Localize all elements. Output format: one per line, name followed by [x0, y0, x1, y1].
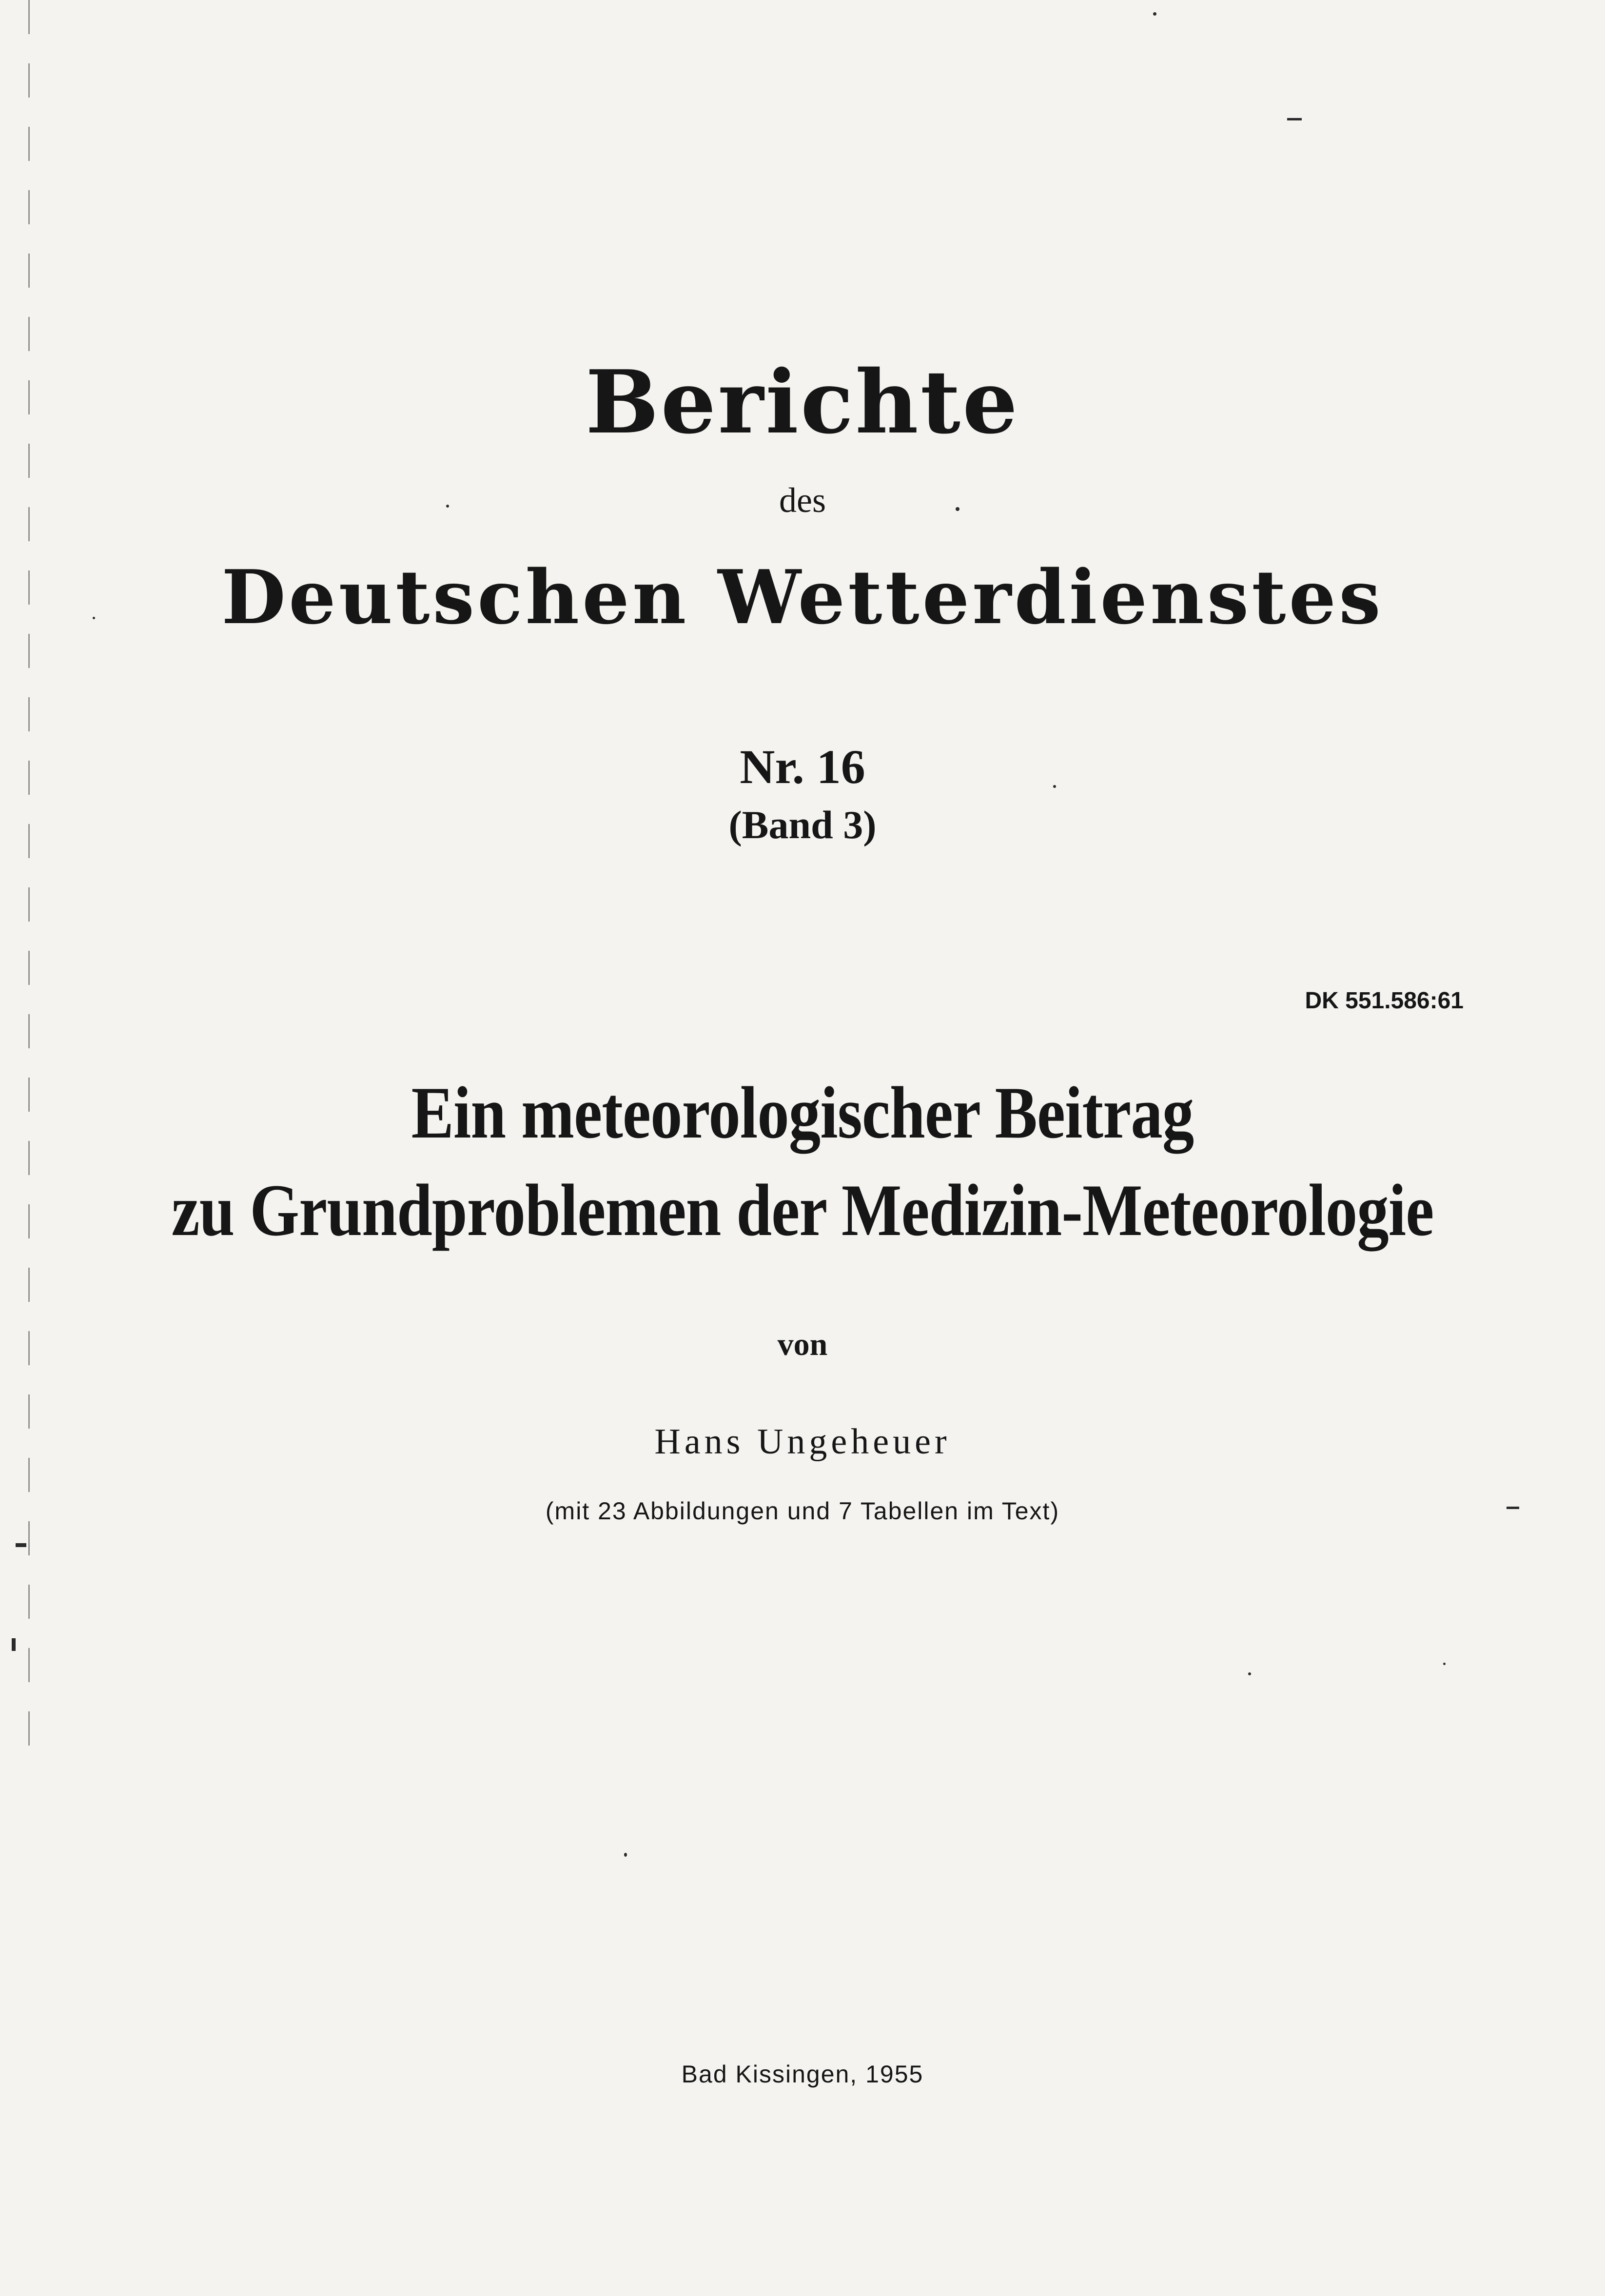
scan-speck — [956, 507, 959, 511]
scan-edge-line — [28, 0, 30, 1755]
work-title-line-2: zu Grundproblemen der Medizin-Meteorologie — [171, 1169, 1434, 1251]
imprint-place-year: Bad Kissingen, 1955 — [681, 2061, 924, 2088]
issue-number: Nr. 16 — [740, 740, 865, 794]
work-title-line-1: Ein meteorologischer Beitrag — [411, 1072, 1194, 1154]
scan-speck — [12, 1638, 16, 1651]
volume-number: (Band 3) — [728, 803, 877, 847]
scan-speck — [624, 1853, 627, 1857]
scan-speck — [1153, 12, 1156, 16]
illustrations-note: (mit 23 Abbildungen und 7 Tabellen im Text) — [545, 1497, 1060, 1525]
series-title: Berichte — [585, 351, 1020, 453]
scan-speck — [1287, 118, 1302, 120]
author-name: Hans Ungeheuer — [654, 1422, 951, 1462]
scan-speck — [93, 617, 95, 619]
series-organization: Deutschen Wetterdienstes — [221, 553, 1384, 641]
scan-speck — [1507, 1507, 1519, 1509]
scan-speck — [16, 1543, 26, 1547]
scan-speck — [1053, 785, 1056, 788]
scan-speck — [446, 505, 449, 508]
by-label: von — [777, 1327, 828, 1362]
series-article: des — [779, 481, 826, 520]
dk-classification-code: DK 551.586:61 — [1305, 988, 1464, 1014]
scan-speck — [1443, 1663, 1446, 1665]
scan-speck — [1248, 1672, 1251, 1675]
